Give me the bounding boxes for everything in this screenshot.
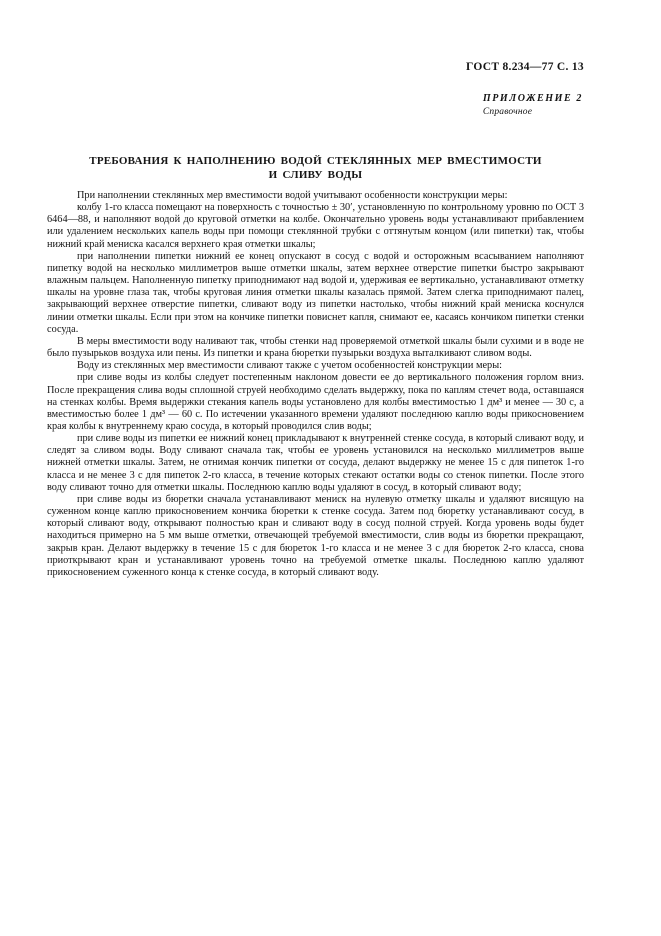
- appendix-block: [483, 93, 583, 117]
- document-title: [47, 155, 584, 182]
- paragraph-intro-draining: Воду из стеклянных мер вместимости сливают также с учетом особенностей конструкции меры:: [77, 360, 502, 372]
- paragraph-burette-draining: при сливе воды из бюретки сначала устанавливают мениск на нулевую отметку шкалы и удаляют висящую на суженном конце каплю прикосновением кончика бюретки к стенке сосуда. Затем под бюретку устанавливают сосуд, в который сливают воду, открывают полностью кран и сливают воду в сосуд полной струей. Когда уровень воды будет находиться примерно на 5 мм выше отметки, отвечающей требуемой вместимости, слив воды из бюретки прекращают, закрыв кран. Делают выдержку в течение 15 с для бюреток 1-го класса и не менее 3 с для бюреток 2-го класса, снова приоткрывают кран и устанавливают уровень точно на требуемой отметке шкалы. Последнюю каплю удаляют прикосновением суженного конца к стенке сосуда, в который сливают воду.: [47, 493, 584, 578]
- document-body: [47, 190, 584, 579]
- appendix-kind: Справочное: [482, 106, 533, 117]
- appendix-label: ПРИЛОЖЕНИЕ 2: [482, 93, 583, 104]
- paragraph-flask-filling: колбу 1-го класса помещают на поверхность с точностью ± 30′, установленную по контрольному уровню по ОСТ 3 6464—88, и наполняют водой до круговой отметки на колбе. Окончательно уровень воды устанавливают прибавлением или удалением нескольких капель воды при помощи стеклянной трубки с оттянутым концом (или пипетки) так, чтобы нижний край мениска касался верхнего края отметки шкалы;: [47, 202, 584, 250]
- gost-standard-reference: ГОСТ 8.234—77 С. 13: [466, 61, 584, 73]
- paragraph-flask-draining: при сливе воды из колбы следует постепенным наклоном довести ее до вертикального положения горлом вниз. После прекращения слива воды сплошной струей необходимо сделать выдержку, пока по каплям стечет вода, оставшаяся на стенках колбы. Время выдержки стекания капель воды установлено для колбы вместимостью 1 дм³ и менее — 30 с, а вместимостью более 1 дм³ — 60 с. По истечении указанного времени удаляют последнюю каплю воды прикосновением края колбы к внутреннему краю сосуда, в который проводился слив воды;: [47, 372, 584, 432]
- paragraph-pipette-filling: при наполнении пипетки нижний ее конец опускают в сосуд с водой и осторожным всасыванием наполняют пипетку водой на несколько миллиметров выше отметки шкалы, затем верхнее отверстие пипетки быстро закрывают влажным пальцем. Наполненную пипетку приподнимают над водой и, удерживая ее вертикально, устанавливают отметку шкалы на уровне глаза так, чтобы круговая линия отметки шкалы казалась прямой. Затем слегка приподнимают палец, закрывающий верхнее отверстие пипетки, сливают воду из пипетки настолько, чтобы нижний край мениска коснулся линии отметки шкалы. Если при этом на кончике пипетки повиснет капля, снимают ее, касаясь кончиком пипетки стенки сосуда.: [47, 250, 584, 335]
- paragraph-pipette-draining: при сливе воды из пипетки ее нижний конец прикладывают к внутренней стенке сосуда, в который сливают воду, и следят за сливом воды. Воду сливают сначала так, чтобы ее уровень установился на несколько миллиметров выше нижней отметки шкалы. Затем, не отнимая кончик пипетки от сосуда, делают выдержку не менее 15 с для пипеток 1-го класса и не менее 3 с для пипеток 2-го класса, в течение которых стекают остатки воды со стенок пипетки. После этого воду сливают точно для отметки шкалы. Последнюю каплю воды удаляют в сосуд, в который сливают воду;: [47, 433, 584, 493]
- paragraph-water-pouring-conditions: В меры вместимости воду наливают так, чтобы стенки над проверяемой отметкой шкалы были сухими и в воде не было пузырьков воздуха или пены. Из пипетки и крана бюретки пузырьки воздуха выталкивают сливом воды.: [47, 335, 584, 360]
- document-title-line-1: ТРЕБОВАНИЯ К НАПОЛНЕНИЮ ВОДОЙ СТЕКЛЯННЫХ МЕР ВМЕСТИМОСТИ: [89, 155, 542, 167]
- document-title-line-2: И СЛИВУ ВОДЫ: [268, 168, 363, 181]
- paragraph-intro-filling: При наполнении стеклянных мер вместимости водой учитывают особенности конструкции меры:: [77, 190, 508, 201]
